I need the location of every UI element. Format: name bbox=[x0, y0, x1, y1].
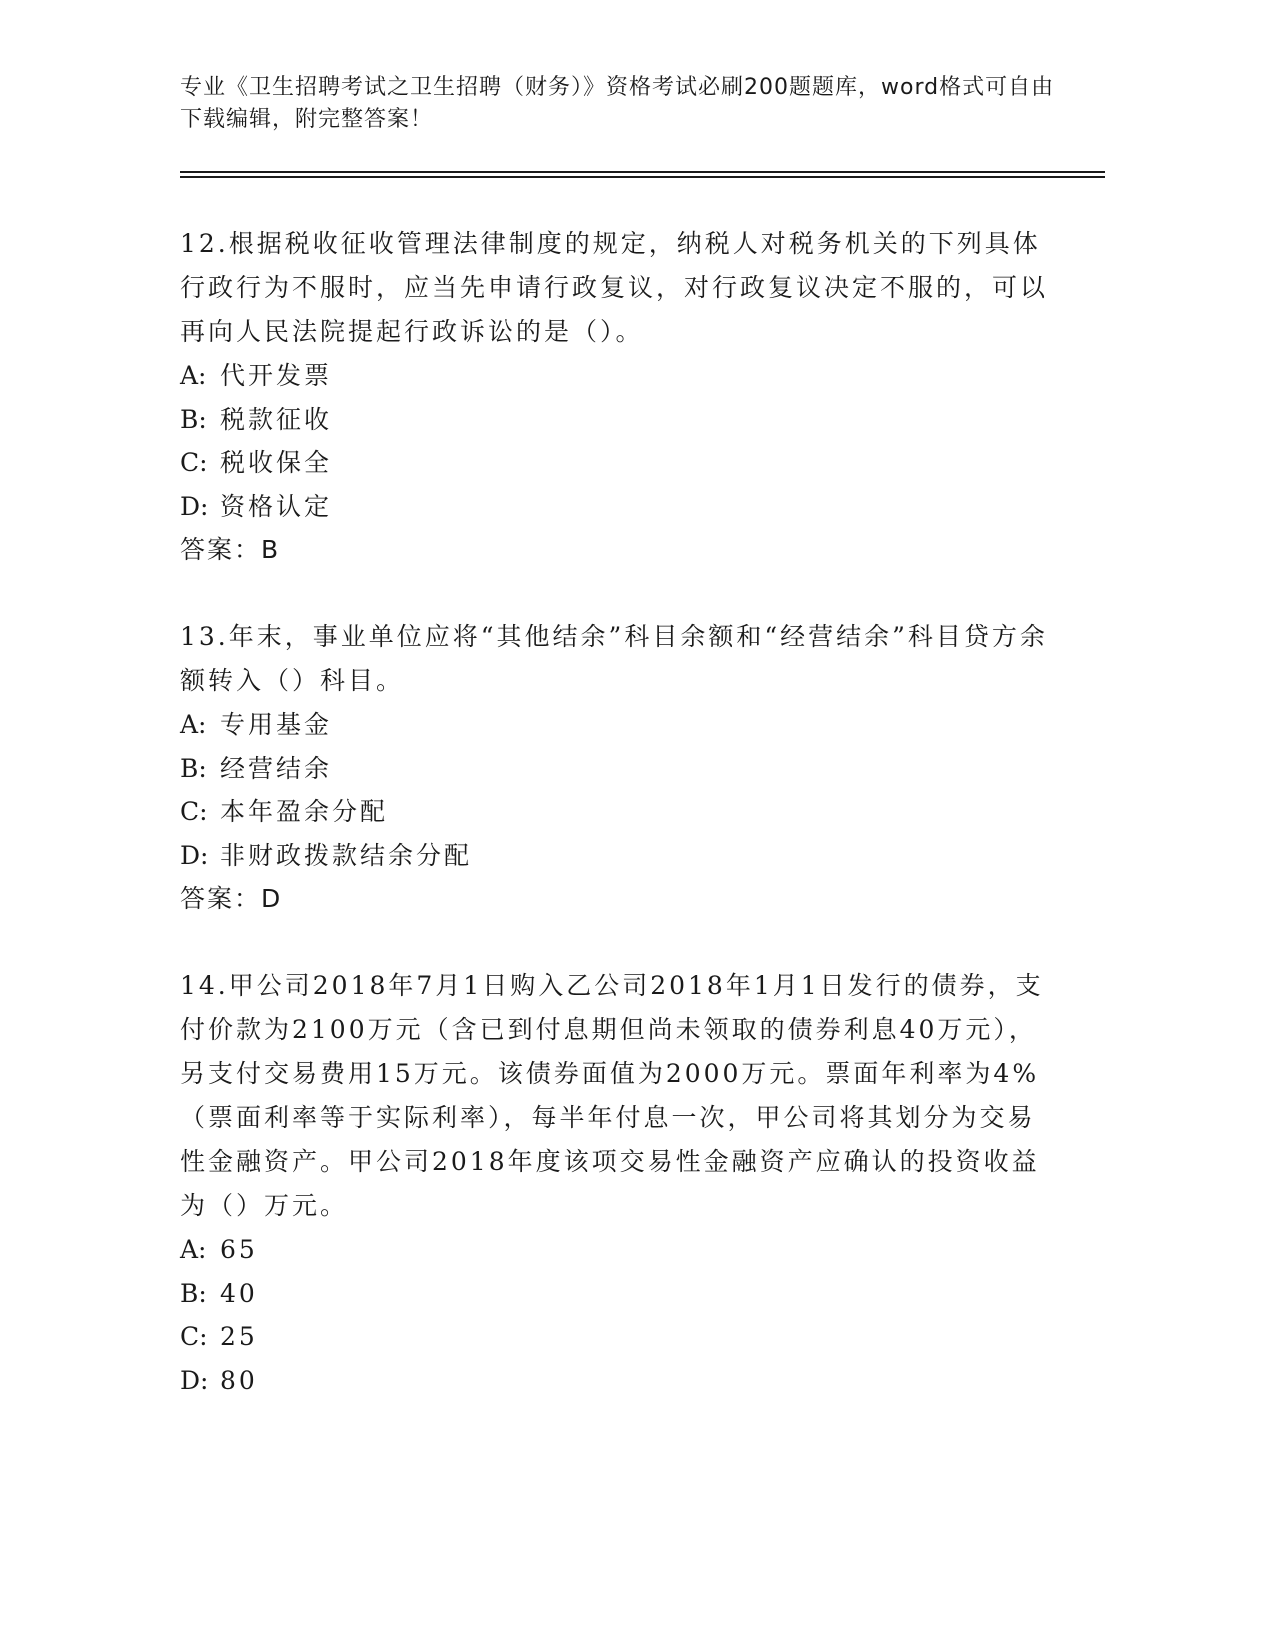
header-rule-bottom bbox=[180, 176, 1105, 178]
question-stem: 14.甲公司2018年7月1日购入乙公司2018年1月1日发行的债券，支付价款为2100万元（含已到付息期但尚未领取的债券利息40万元），另支付交易费用15万元。该债券面值为2000万元。票面年利率为4%（票面利率等于实际利率），每半年付息一次，甲公司将其划分为交易性金融资产。甲公司2018年度该项交易性金融资产应确认的投资收益为（）万元。 bbox=[180, 971, 1044, 1220]
option-text: 代开发票 bbox=[220, 361, 333, 390]
option-text: 税收保全 bbox=[220, 448, 333, 477]
option-key: C: bbox=[180, 448, 208, 477]
option-d bbox=[180, 485, 1050, 529]
option-text: 专用基金 bbox=[220, 710, 333, 739]
option-c bbox=[180, 1315, 1050, 1359]
question-stem: 12.根据税收征收管理法律制度的规定，纳税人对税务机关的下列具体行政行为不服时，应当先申请行政复议，对行政复议决定不服的，可以再向人民法院提起行政诉讼的是（）。 bbox=[180, 229, 1049, 346]
option-b bbox=[180, 1272, 1050, 1316]
question-14 bbox=[180, 964, 1050, 1402]
option-a bbox=[180, 703, 1050, 747]
question-12 bbox=[180, 222, 1050, 572]
answer: 答案：D bbox=[180, 884, 283, 913]
option-a bbox=[180, 1228, 1050, 1272]
option-c bbox=[180, 790, 1050, 834]
option-key: A: bbox=[180, 710, 207, 739]
option-text: 80 bbox=[220, 1365, 258, 1395]
option-d bbox=[180, 1359, 1050, 1403]
option-text: 65 bbox=[220, 1235, 258, 1264]
answer: 答案：B bbox=[180, 535, 281, 564]
option-b bbox=[180, 747, 1050, 791]
option-c bbox=[180, 441, 1050, 485]
option-a bbox=[180, 354, 1050, 398]
header-rule-top bbox=[180, 171, 1105, 173]
option-key: D: bbox=[180, 1365, 209, 1395]
option-text: 非财政拨款结余分配 bbox=[220, 840, 473, 870]
option-text: 经营结余 bbox=[220, 753, 333, 783]
option-key: A: bbox=[180, 361, 207, 390]
option-b bbox=[180, 398, 1050, 442]
question-stem: 13.年末，事业单位应将“其他结余”科目余额和“经营结余”科目贷方余额转入（）科目。 bbox=[180, 622, 1048, 695]
option-key: D: bbox=[180, 840, 209, 870]
option-key: C: bbox=[180, 797, 208, 826]
option-text: 本年盈余分配 bbox=[220, 797, 389, 826]
option-text: 税款征收 bbox=[220, 404, 333, 434]
document-header: 专业《卫生招聘考试之卫生招聘（财务）》资格考试必刷200题题库，word格式可自由下载编辑，附完整答案！ bbox=[180, 75, 1055, 132]
option-text: 40 bbox=[220, 1278, 258, 1308]
option-key: B: bbox=[180, 1278, 207, 1308]
option-text: 资格认定 bbox=[220, 491, 333, 521]
option-key: C: bbox=[180, 1322, 208, 1351]
question-13 bbox=[180, 615, 1050, 921]
option-d bbox=[180, 834, 1050, 878]
option-key: B: bbox=[180, 753, 207, 783]
option-key: D: bbox=[180, 491, 209, 521]
option-text: 25 bbox=[220, 1322, 258, 1351]
option-key: A: bbox=[180, 1235, 207, 1264]
option-key: B: bbox=[180, 404, 207, 434]
